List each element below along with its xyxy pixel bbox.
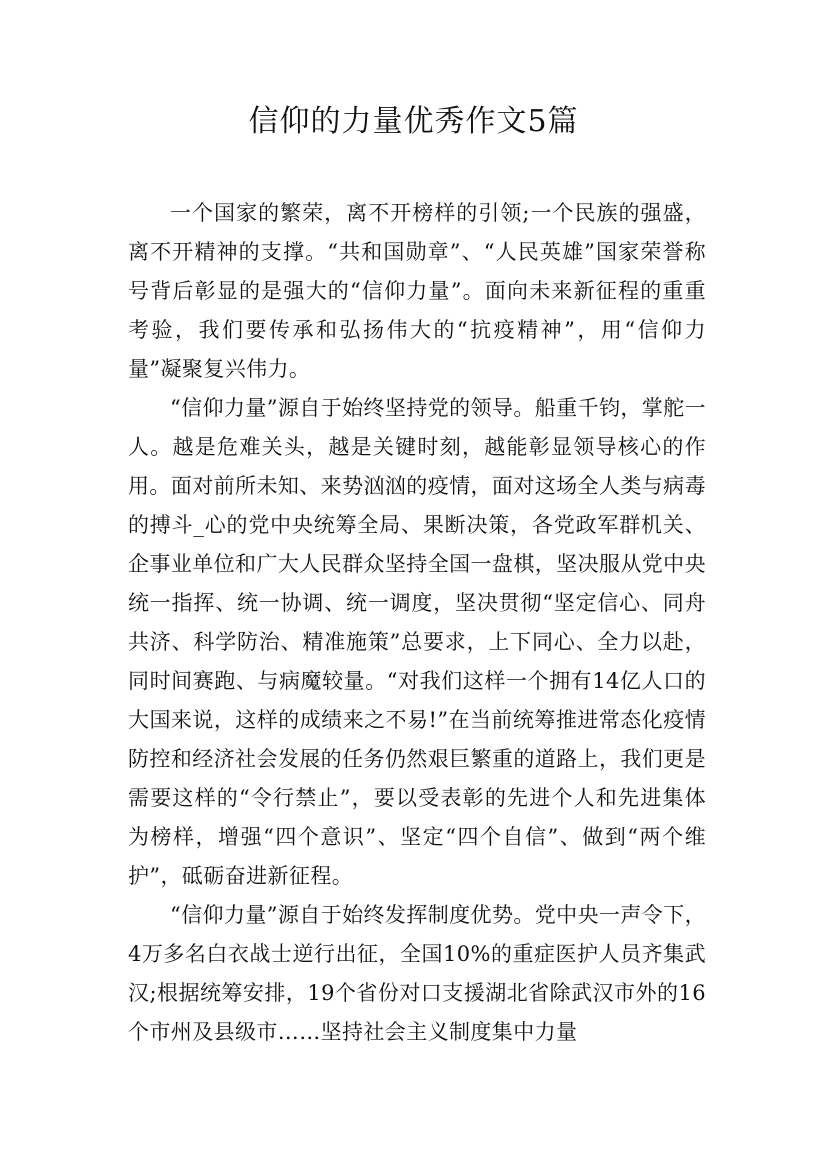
paragraph-2: “信仰力量”源自于始终坚持党的领导。船重千钧，掌舵一人。越是危难关头，越是关键时刻，越能彰显领导核心的作用。面对前所未知、来势汹汹的疫情，面对这场全人类与病毒的搏斗_心的党中央统筹全局、果断决策，各党政军群机关、企事业单位和广大人民群众坚持全国一盘棋，坚决服从党中央统一指挥、统一协调、统一调度，坚决贯彻“坚定信心、同舟共济、科学防治、精准施策”总要求，上下同心、全力以赴，同时间赛跑、与病魔较量。“对我们这样一个拥有14亿人口的大国来说，这样的成绩来之不易!”在当前统筹推进常态化疫情防控和经济社会发展的任务仍然艰巨繁重的道路上，我们更是需要这样的“令行禁止”，要以受表彰的先进个人和先进集体为榜样，增强“四个意识”、坚定“四个自信”、做到“两个维护”，砥砺奋进新征程。 xyxy=(128,396,706,888)
document-title: 信仰的力量优秀作文5篇 xyxy=(248,104,579,139)
document-body xyxy=(128,194,706,1052)
paragraph-3: “信仰力量”源自于始终发挥制度优势。党中央一声令下，4万多名白衣战士逆行出征，全国10%的重症医护人员齐集武汉;根据统筹安排，19个省份对口支援湖北省除武汉市外的16个市州及县级市……坚持社会主义制度集中力量 xyxy=(128,903,706,1044)
paragraph-1: 一个国家的繁荣，离不开榜样的引领;一个民族的强盛，离不开精神的支撑。“共和国勋章”、“人民英雄”国家荣誉称号背后彰显的是强大的“信仰力量”。面向未来新征程的重重考验，我们要传承和弘扬伟大的“抗疫精神”，用“信仰力量”凝聚复兴伟力。 xyxy=(128,201,706,381)
